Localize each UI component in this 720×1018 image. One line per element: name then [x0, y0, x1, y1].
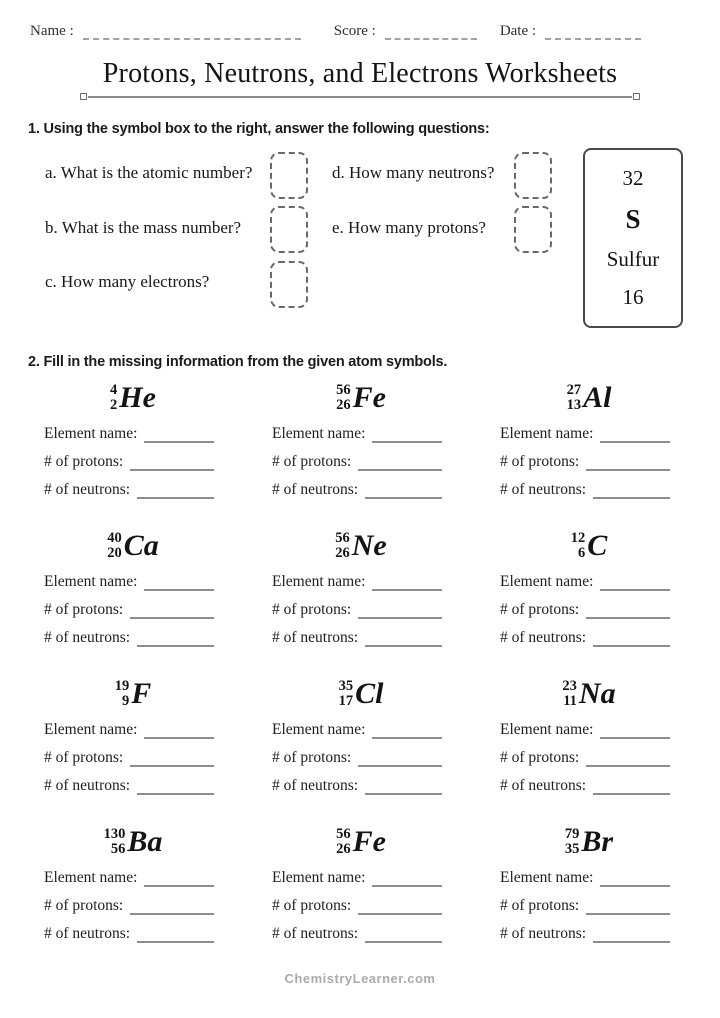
- protons-row: [272, 749, 442, 767]
- isotope-numbers: [571, 531, 586, 561]
- protons-blank: [586, 754, 670, 767]
- atomic-number: 11: [563, 693, 577, 709]
- mass-number: 56: [335, 529, 350, 546]
- symbol-box-atomic-number: 16: [622, 284, 644, 309]
- element-name-blank: [600, 874, 670, 887]
- protons-blank: [130, 458, 214, 471]
- element-name-label: Element name:: [44, 425, 138, 442]
- isotope-cell-c: [496, 524, 682, 657]
- neutrons-label: # of neutrons:: [44, 629, 131, 646]
- atomic-number: 26: [336, 397, 351, 413]
- element-name-label: Element name:: [44, 721, 138, 738]
- neutrons-blank: [365, 930, 442, 943]
- protons-label: # of protons:: [44, 453, 124, 470]
- isotope-cell-al: [496, 376, 682, 509]
- protons-blank: [130, 902, 214, 915]
- element-symbol: Br: [581, 825, 614, 858]
- isotope-notation: [40, 524, 226, 568]
- atomic-number: 2: [110, 397, 118, 413]
- isotope-numbers: [335, 531, 350, 561]
- q1-answer-box-e: [514, 206, 552, 253]
- neutrons-blank: [593, 486, 670, 499]
- title-rule: [88, 96, 632, 98]
- isotope-numbers: [107, 531, 122, 561]
- element-name-blank: [372, 578, 442, 591]
- protons-label: # of protons:: [272, 897, 352, 914]
- protons-row: [44, 453, 214, 471]
- protons-blank: [358, 754, 442, 767]
- element-name-row: [272, 425, 442, 443]
- isotope-notation: [40, 376, 226, 420]
- element-name-row: [44, 721, 214, 739]
- neutrons-blank: [593, 782, 670, 795]
- protons-row: [500, 601, 670, 619]
- element-symbol: Cl: [355, 677, 384, 710]
- element-name-label: Element name:: [272, 869, 366, 886]
- element-symbol: Al: [583, 381, 612, 414]
- neutrons-blank: [137, 634, 214, 647]
- q1-answer-box-c: [270, 261, 308, 308]
- isotope-numbers: [339, 679, 354, 709]
- element-name-label: Element name:: [500, 869, 594, 886]
- header: [30, 23, 690, 40]
- mass-number: 27: [566, 381, 582, 398]
- neutrons-blank: [137, 782, 214, 795]
- neutrons-blank: [365, 782, 442, 795]
- date-blank-line: [545, 28, 641, 40]
- element-name-blank: [600, 430, 670, 443]
- element-symbol: C: [587, 529, 608, 562]
- atomic-number: 26: [335, 545, 350, 561]
- mass-number: 56: [336, 381, 351, 398]
- isotope-cell-br: [496, 820, 682, 953]
- protons-label: # of protons:: [500, 749, 580, 766]
- element-name-blank: [372, 726, 442, 739]
- protons-blank: [586, 458, 670, 471]
- neutrons-label: # of neutrons:: [272, 925, 359, 942]
- isotope-grid: [30, 376, 692, 953]
- isotope-numbers: [336, 827, 351, 857]
- element-name-row: [500, 425, 670, 443]
- protons-blank: [130, 606, 214, 619]
- element-name-blank: [600, 578, 670, 591]
- isotope-notation: [496, 376, 682, 420]
- protons-blank: [586, 606, 670, 619]
- isotope-numbers: [110, 383, 117, 413]
- question-1-prompt: 1. Using the symbol box to the right, answer the following questions:: [28, 121, 490, 137]
- element-symbol: Na: [578, 677, 616, 710]
- isotope-notation: [268, 820, 454, 864]
- neutrons-label: # of neutrons:: [500, 481, 587, 498]
- neutrons-label: # of neutrons:: [500, 777, 587, 794]
- element-name-label: Element name:: [500, 573, 594, 590]
- date-label: Date :: [499, 23, 537, 39]
- isotope-numbers: [115, 679, 130, 709]
- protons-row: [44, 601, 214, 619]
- protons-row: [44, 749, 214, 767]
- isotope-numbers: [104, 827, 126, 857]
- neutrons-label: # of neutrons:: [272, 777, 359, 794]
- isotope-numbers: [562, 679, 577, 709]
- protons-row: [272, 897, 442, 915]
- neutrons-label: # of neutrons:: [44, 777, 131, 794]
- isotope-numbers: [336, 383, 351, 413]
- element-name-row: [500, 721, 670, 739]
- element-name-row: [500, 869, 670, 887]
- mass-number: 4: [110, 381, 118, 398]
- isotope-notation: [496, 672, 682, 716]
- isotope-cell-cl: [268, 672, 454, 805]
- atomic-number: 56: [110, 841, 126, 857]
- element-name-blank: [372, 430, 442, 443]
- isotope-notation: [268, 672, 454, 716]
- atomic-number: 9: [121, 693, 130, 709]
- score-label: Score :: [333, 23, 376, 39]
- neutrons-blank: [593, 634, 670, 647]
- element-name-row: [500, 573, 670, 591]
- element-name-blank: [144, 430, 214, 443]
- protons-row: [272, 601, 442, 619]
- neutrons-blank: [365, 634, 442, 647]
- element-name-row: [272, 721, 442, 739]
- atomic-number: 6: [577, 545, 586, 561]
- atomic-number: 13: [566, 397, 582, 413]
- mass-number: 12: [570, 529, 586, 546]
- element-name-label: Element name:: [44, 869, 138, 886]
- protons-label: # of protons:: [44, 601, 124, 618]
- protons-label: # of protons:: [44, 749, 124, 766]
- neutrons-blank: [365, 486, 442, 499]
- protons-blank: [358, 458, 442, 471]
- element-name-label: Element name:: [44, 573, 138, 590]
- element-name-blank: [144, 578, 214, 591]
- protons-label: # of protons:: [44, 897, 124, 914]
- element-symbol: Fe: [352, 381, 386, 414]
- symbol-box-mass-number: 32: [622, 166, 644, 191]
- element-symbol: Ne: [351, 529, 387, 562]
- isotope-numbers: [567, 383, 582, 413]
- neutrons-label: # of neutrons:: [500, 629, 587, 646]
- neutrons-row: [272, 777, 442, 795]
- q1-item-a: a. What is the atomic number?: [45, 163, 253, 182]
- isotope-notation: [268, 376, 454, 420]
- protons-row: [500, 749, 670, 767]
- symbol-box-element-symbol: S: [625, 203, 641, 234]
- rule-end-square-right: [633, 93, 640, 100]
- protons-blank: [358, 902, 442, 915]
- neutrons-row: [500, 629, 670, 647]
- element-name-blank: [144, 726, 214, 739]
- atomic-number: 26: [336, 841, 351, 857]
- neutrons-label: # of neutrons:: [44, 481, 131, 498]
- neutrons-row: [500, 925, 670, 943]
- mass-number: 35: [338, 677, 354, 694]
- neutrons-row: [44, 777, 214, 795]
- element-symbol: Ca: [123, 529, 159, 562]
- element-symbol: Ba: [127, 825, 163, 858]
- element-symbol: He: [119, 381, 156, 414]
- isotope-numbers: [565, 827, 580, 857]
- element-name-row: [44, 869, 214, 887]
- mass-number: 19: [114, 677, 130, 694]
- protons-label: # of protons:: [500, 897, 580, 914]
- element-symbol-box: [583, 148, 683, 328]
- q1-item-b: b. What is the mass number?: [45, 218, 242, 237]
- mass-number: 23: [562, 677, 577, 694]
- element-symbol: Fe: [352, 825, 386, 858]
- q1-answer-box-d: [514, 152, 552, 199]
- protons-label: # of protons:: [500, 453, 580, 470]
- isotope-notation: [268, 524, 454, 568]
- protons-blank: [586, 902, 670, 915]
- name-blank-line: [83, 28, 301, 40]
- element-name-label: Element name:: [272, 573, 366, 590]
- neutrons-row: [44, 629, 214, 647]
- element-name-row: [44, 573, 214, 591]
- mass-number: 79: [564, 825, 580, 842]
- protons-label: # of protons:: [500, 601, 580, 618]
- protons-label: # of protons:: [272, 453, 352, 470]
- protons-row: [272, 453, 442, 471]
- isotope-cell-f: [40, 672, 226, 805]
- neutrons-label: # of neutrons:: [272, 481, 359, 498]
- isotope-cell-fe-1: [268, 376, 454, 509]
- isotope-notation: [40, 820, 226, 864]
- page-title: Protons, Neutrons, and Electrons Worksheets: [102, 58, 618, 89]
- site-credit: ChemistryLearner.com: [284, 971, 436, 986]
- rule-end-square-left: [80, 93, 87, 100]
- protons-label: # of protons:: [272, 601, 352, 618]
- element-name-label: Element name:: [272, 425, 366, 442]
- neutrons-row: [272, 629, 442, 647]
- isotope-cell-fe-2: [268, 820, 454, 953]
- neutrons-row: [500, 481, 670, 499]
- neutrons-label: # of neutrons:: [272, 629, 359, 646]
- q1-item-c: c. How many electrons?: [45, 272, 210, 291]
- q1-item-d: d. How many neutrons?: [332, 163, 495, 182]
- q1-answer-box-a: [270, 152, 308, 199]
- protons-blank: [130, 754, 214, 767]
- neutrons-blank: [593, 930, 670, 943]
- protons-row: [500, 453, 670, 471]
- element-name-blank: [144, 874, 214, 887]
- element-name-label: Element name:: [272, 721, 366, 738]
- isotope-cell-he: [40, 376, 226, 509]
- atomic-number: 20: [107, 545, 122, 561]
- isotope-cell-na: [496, 672, 682, 805]
- isotope-notation: [496, 820, 682, 864]
- isotope-cell-ne: [268, 524, 454, 657]
- neutrons-label: # of neutrons:: [500, 925, 587, 942]
- element-name-blank: [600, 726, 670, 739]
- element-name-blank: [372, 874, 442, 887]
- name-label: Name :: [30, 23, 74, 39]
- q1-answer-box-b: [270, 206, 308, 253]
- protons-row: [500, 897, 670, 915]
- score-blank-line: [385, 28, 477, 40]
- neutrons-row: [272, 481, 442, 499]
- element-name-label: Element name:: [500, 425, 594, 442]
- isotope-cell-ca: [40, 524, 226, 657]
- atomic-number: 35: [564, 841, 580, 857]
- atomic-number: 17: [338, 693, 354, 709]
- neutrons-row: [44, 481, 214, 499]
- symbol-box-element-name: Sulfur: [606, 247, 660, 272]
- neutrons-row: [44, 925, 214, 943]
- q1-item-e: e. How many protons?: [332, 218, 486, 237]
- isotope-notation: [496, 524, 682, 568]
- neutrons-label: # of neutrons:: [44, 925, 131, 942]
- mass-number: 40: [107, 529, 122, 546]
- element-name-row: [272, 573, 442, 591]
- neutrons-row: [500, 777, 670, 795]
- element-symbol: F: [131, 677, 152, 710]
- protons-label: # of protons:: [272, 749, 352, 766]
- neutrons-blank: [137, 486, 214, 499]
- element-name-label: Element name:: [500, 721, 594, 738]
- protons-row: [44, 897, 214, 915]
- question-2-prompt: 2. Fill in the missing information from the given atom symbols.: [28, 354, 448, 370]
- mass-number: 56: [336, 825, 351, 842]
- isotope-cell-ba: [40, 820, 226, 953]
- neutrons-blank: [137, 930, 214, 943]
- mass-number: 130: [103, 825, 126, 842]
- element-name-row: [272, 869, 442, 887]
- isotope-notation: [40, 672, 226, 716]
- protons-blank: [358, 606, 442, 619]
- neutrons-row: [272, 925, 442, 943]
- element-name-row: [44, 425, 214, 443]
